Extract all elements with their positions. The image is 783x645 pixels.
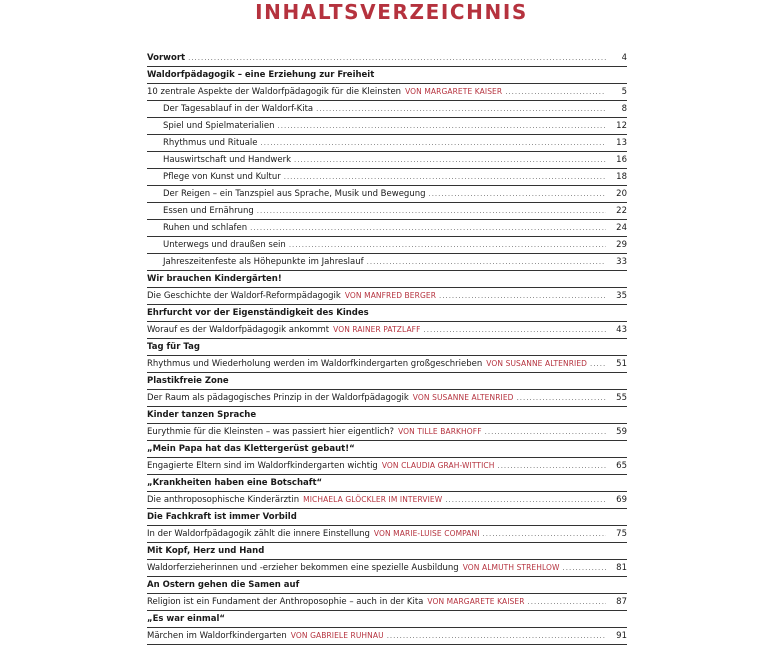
toc-entry-title: Rhythmus und Wiederholung werden im Waldorfkindergarten großgeschrieben — [147, 359, 483, 369]
dot-leader — [483, 526, 606, 542]
toc-entry — [147, 390, 627, 407]
toc-entry-title: Der Raum als pädagogisches Prinzip in der Waldorfpädagogik — [147, 393, 409, 403]
toc-entry-title: Jahreszeitenfeste als Höhepunkte im Jahreslauf — [163, 257, 364, 267]
toc-page-number: 33 — [616, 257, 627, 267]
toc-subentry — [147, 186, 627, 203]
toc-subentry — [147, 135, 627, 152]
toc-entry — [147, 84, 627, 101]
toc-heading-text: Die Fachkraft ist immer Vorbild — [147, 512, 297, 522]
dot-leader — [517, 390, 606, 406]
toc-entry-title: Engagierte Eltern sind im Waldorfkindergarten wichtig — [147, 461, 378, 471]
toc-subentry — [147, 220, 627, 237]
toc-page-number: 22 — [616, 206, 627, 216]
dot-leader — [387, 628, 606, 644]
toc-page-number: 35 — [616, 291, 627, 301]
page-title: INHALTSVERZEICHNIS — [255, 0, 528, 24]
toc-entry-author: VON RAINER PATZLAFF — [333, 325, 421, 334]
toc-subentry — [147, 101, 627, 118]
toc-section-heading — [147, 441, 627, 458]
toc-entry — [147, 594, 627, 611]
toc-entry — [147, 288, 627, 305]
dot-leader — [445, 492, 606, 508]
dot-leader — [250, 220, 606, 236]
toc-section-heading — [147, 611, 627, 628]
toc-entry-title: Hauswirtschaft und Handwerk — [163, 155, 291, 165]
toc-entry-title: Der Tagesablauf in der Waldorf-Kita — [163, 104, 314, 114]
dot-leader — [278, 118, 606, 134]
dot-leader — [257, 203, 606, 219]
toc-heading-text: Wir brauchen Kindergärten! — [147, 274, 282, 284]
toc-page-number: 55 — [616, 393, 627, 403]
toc-section-heading — [147, 407, 627, 424]
dot-leader — [367, 254, 606, 270]
toc-page-number: 29 — [616, 240, 627, 250]
toc-entry-author: VON MANFRED BERGER — [344, 291, 437, 300]
toc-page-number: 20 — [616, 189, 627, 199]
toc-page-number: 69 — [616, 495, 627, 505]
dot-leader — [284, 169, 606, 185]
toc-heading-text: Ehrfurcht vor der Eigenständigkeit des Kindes — [147, 308, 369, 318]
toc-entry-title: 10 zentrale Aspekte der Waldorfpädagogik für die Kleinsten — [147, 87, 402, 97]
toc-page-number: 87 — [616, 597, 627, 607]
toc-page-number: 43 — [616, 325, 627, 335]
toc-entry — [147, 628, 627, 645]
toc-page-number: 59 — [616, 427, 627, 437]
toc-entry — [147, 526, 627, 543]
toc-page-number: 12 — [616, 121, 627, 131]
toc-heading-text: Waldorfpädagogik – eine Erziehung zur Freiheit — [147, 70, 375, 80]
toc-entry-author: VON GABRIELE RUHNAU — [290, 631, 384, 640]
toc-entry-title: Märchen im Waldorfkindergarten — [147, 631, 287, 641]
dot-leader — [439, 288, 606, 304]
toc-subentry — [147, 203, 627, 220]
dot-leader — [428, 186, 606, 202]
toc-section-heading — [147, 577, 627, 594]
toc-page-number: 91 — [616, 631, 627, 641]
dot-leader — [497, 458, 606, 474]
toc-subentry — [147, 237, 627, 254]
toc-page-number: 75 — [616, 529, 627, 539]
toc-entry — [147, 356, 627, 373]
dot-leader — [563, 560, 606, 576]
toc-section-heading — [147, 339, 627, 356]
toc-page-number: 81 — [616, 563, 627, 573]
dot-leader — [590, 356, 606, 372]
dot-leader — [316, 101, 606, 117]
toc-entry-title: Religion ist ein Fundament der Anthroposophie – auch in der Kita — [147, 597, 424, 607]
toc-page-number: 65 — [616, 461, 627, 471]
toc-entry-title: Die anthroposophische Kinderärztin — [147, 495, 300, 505]
toc-subentry — [147, 118, 627, 135]
toc-entry — [147, 322, 627, 339]
toc-entry-author: VON ALMUTH STREHLOW — [462, 563, 560, 572]
toc-entry-title: Rhythmus und Rituale — [163, 138, 258, 148]
toc-section-heading — [147, 67, 627, 84]
toc-subentry — [147, 152, 627, 169]
toc-entry-title: Ruhen und schlafen — [163, 223, 248, 233]
toc-entry-author: VON MARIE-LUISE COMPANI — [373, 529, 480, 538]
toc-entry-title: Die Geschichte der Waldorf-Reformpädagogik — [147, 291, 341, 301]
toc-page-number: 51 — [616, 359, 627, 369]
toc-entry-author: VON MARGARETE KAISER — [427, 597, 525, 606]
toc-entry — [147, 424, 627, 441]
toc-heading-text: Kinder tanzen Sprache — [147, 410, 257, 420]
toc-entry-author: VON TILLE BARKHOFF — [398, 427, 482, 436]
toc-entry-author: VON CLAUDIA GRAH-WITTICH — [381, 461, 495, 470]
toc-entry-author: MICHAELA GLÖCKLER IM INTERVIEW — [303, 495, 443, 504]
toc-heading-text: „Krankheiten haben eine Botschaft“ — [147, 478, 323, 488]
toc-entry — [147, 458, 627, 475]
toc-page-number: 13 — [616, 138, 627, 148]
dot-leader — [289, 237, 606, 253]
dot-leader — [294, 152, 606, 168]
toc-entry-title: Pflege von Kunst und Kultur — [163, 172, 281, 182]
toc-entry — [147, 50, 627, 67]
toc-entry-title: Waldorferzieherinnen und -erzieher bekommen eine spezielle Ausbildung — [147, 563, 459, 573]
table-of-contents — [147, 50, 627, 645]
toc-entry-title: Eurythmie für die Kleinsten – was passiert hier eigentlich? — [147, 427, 395, 437]
toc-section-heading — [147, 475, 627, 492]
toc-page-number: 16 — [616, 155, 627, 165]
toc-page-number: 24 — [616, 223, 627, 233]
toc-entry-title: Worauf es der Waldorfpädagogik ankommt — [147, 325, 330, 335]
toc-section-heading — [147, 509, 627, 526]
toc-entry-author: VON SUSANNE ALTENRIED — [412, 393, 514, 402]
toc-entry-author: VON MARGARETE KAISER — [405, 87, 503, 96]
toc-entry-title: Der Reigen – ein Tanzspiel aus Sprache, Musik und Bewegung — [163, 189, 426, 199]
toc-section-heading — [147, 543, 627, 560]
dot-leader — [424, 322, 606, 338]
dot-leader — [528, 594, 606, 610]
toc-heading-text: Tag für Tag — [147, 342, 200, 352]
dot-leader — [505, 84, 606, 100]
toc-heading-text: „Mein Papa hat das Klettergerüst gebaut!“ — [147, 444, 355, 454]
toc-entry-author: VON SUSANNE ALTENRIED — [486, 359, 588, 368]
toc-heading-text: „Es war einmal“ — [147, 614, 225, 624]
toc-subentry — [147, 169, 627, 186]
toc-heading-text: Plastikfreie Zone — [147, 376, 229, 386]
toc-heading-text: Mit Kopf, Herz und Hand — [147, 546, 265, 556]
toc-page-number: 5 — [621, 87, 627, 97]
toc-entry-title: Vorwort — [147, 53, 186, 63]
toc-entry-title: Essen und Ernährung — [163, 206, 254, 216]
toc-section-heading — [147, 271, 627, 288]
toc-entry-title: Spiel und Spielmaterialien — [163, 121, 275, 131]
toc-subentry — [147, 254, 627, 271]
toc-section-heading — [147, 373, 627, 390]
toc-page-number: 18 — [616, 172, 627, 182]
dot-leader — [261, 135, 606, 151]
toc-entry — [147, 492, 627, 509]
toc-page-number: 8 — [621, 104, 627, 114]
dot-leader — [188, 50, 606, 66]
dot-leader — [485, 424, 606, 440]
toc-entry — [147, 560, 627, 577]
toc-heading-text: An Ostern gehen die Samen auf — [147, 580, 300, 590]
toc-entry-title: Unterwegs und draußen sein — [163, 240, 286, 250]
toc-page-number: 4 — [621, 53, 627, 63]
toc-section-heading — [147, 305, 627, 322]
toc-entry-title: In der Waldorfpädagogik zählt die innere Einstellung — [147, 529, 370, 539]
